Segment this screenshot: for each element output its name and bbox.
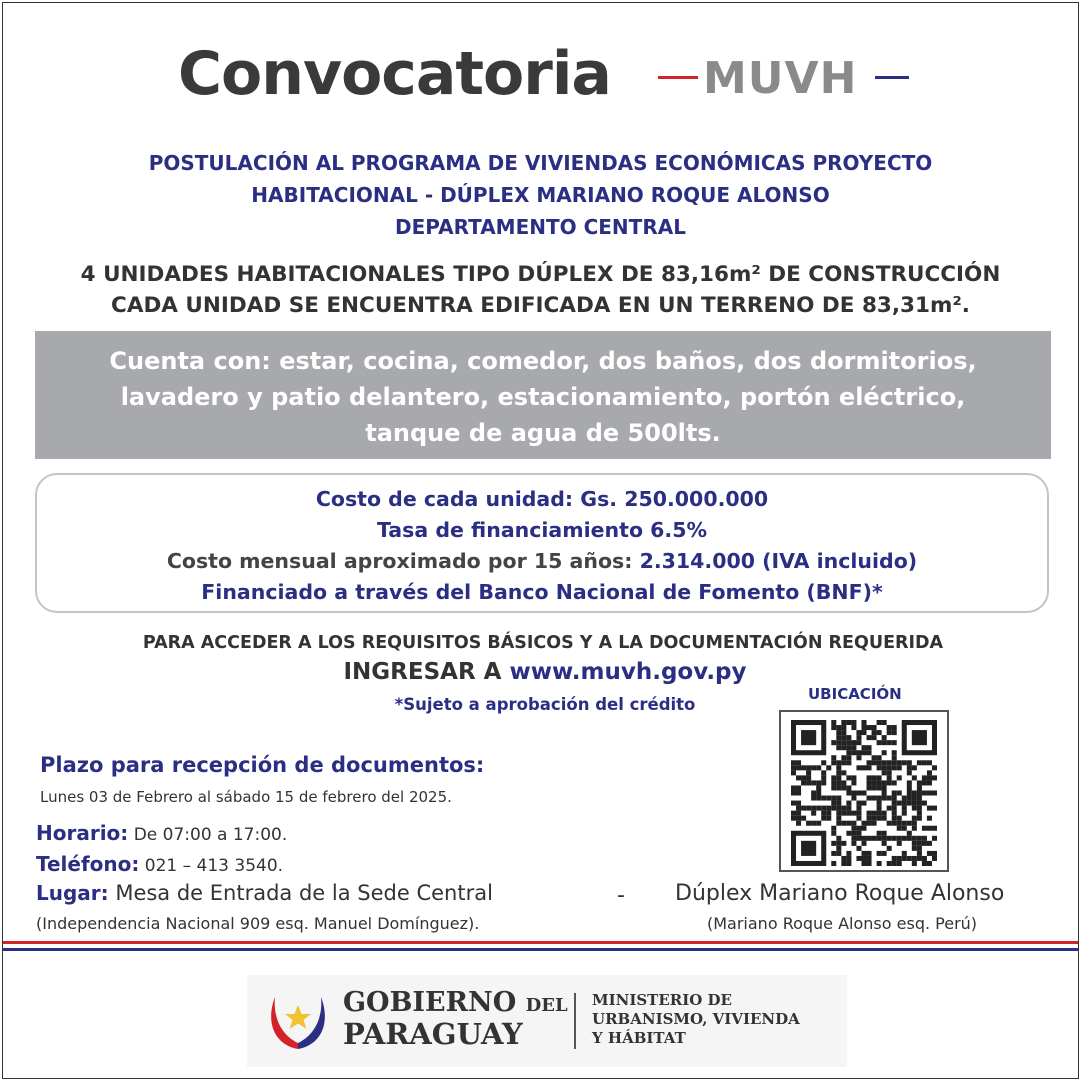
red-dash — [658, 76, 698, 79]
program-title — [3, 147, 1078, 243]
header — [3, 3, 1078, 123]
place-line — [36, 881, 493, 905]
blue-dash — [875, 76, 909, 79]
gobierno-word: GOBIERNO — [343, 987, 517, 1018]
finance-rate: Tasa de financiamiento 6.5% — [376, 518, 708, 542]
qr-icon — [791, 720, 937, 866]
place-value: Mesa de Entrada de la Sede Central — [108, 881, 493, 905]
monthly-cost-value: 2.314.000 (IVA incluido) — [639, 549, 918, 573]
location-label: UBICACIÓN — [808, 685, 902, 703]
phone-label: Teléfono: — [36, 852, 140, 876]
central-address: (Independencia Nacional 909 esq. Manuel Domínguez). — [36, 914, 480, 933]
duplex-address: (Mariano Roque Alonso esq. Perú) — [707, 914, 978, 933]
ministry-line-1: MINISTERIO DE — [592, 991, 732, 1009]
place-separator: - — [617, 883, 625, 908]
schedule-value: De 07:00 a 17:00. — [128, 825, 288, 845]
ministry-line-2: URBANISMO, VIVIENDA — [592, 1010, 800, 1028]
duplex-location: Dúplex Mariano Roque Alonso — [675, 881, 1005, 906]
unit-cost: Costo de cada unidad: Gs. 250.000.000 — [315, 487, 769, 511]
paraguay-emblem-icon — [261, 983, 335, 1057]
program-line-2: HABITACIONAL - DÚPLEX MARIANO ROQUE ALONSO — [251, 183, 830, 207]
units-line-1: 4 UNIDADES HABITACIONALES TIPO DÚPLEX DE 83,16m² DE CONSTRUCCIÓN — [80, 262, 1001, 287]
credit-note: *Sujeto a aprobación del crédito — [394, 695, 696, 714]
features-line-2: lavadero y patio delantero, estacionamiento, portón eléctrico, — [120, 383, 966, 411]
schedule-line — [36, 821, 287, 845]
place-label: Lugar: — [36, 881, 109, 905]
deadline-dates: Lunes 03 de Febrero al sábado 15 de febrero del 2025. — [40, 788, 452, 806]
ingresar-label: INGRESAR A — [343, 659, 510, 685]
monthly-cost-label: Costo mensual aproximado por 15 años: — [166, 549, 640, 573]
features-box — [35, 331, 1051, 459]
org-name: MUVH — [703, 53, 858, 104]
monthly-cost — [37, 546, 1047, 577]
del-word: DEL — [525, 995, 568, 1016]
units-line-2: CADA UNIDAD SE ENCUENTRA EDIFICADA EN UN TERRENO DE 83,31m². — [111, 293, 970, 318]
location-qr-code[interactable] — [779, 710, 949, 872]
schedule-label: Horario: — [36, 821, 129, 845]
program-line-3: DEPARTAMENTO CENTRAL — [395, 215, 686, 239]
deadline-title: Plazo para recepción de documentos: — [40, 753, 485, 777]
flyer — [2, 2, 1079, 1079]
ingresar-line — [3, 659, 1079, 685]
blue-stripe — [3, 948, 1078, 951]
ministry-line-3: Y HÁBITAT — [592, 1029, 686, 1047]
ministry-name — [592, 991, 800, 1048]
phone-line — [36, 852, 283, 876]
financing-note: Financiado a través del Banco Nacional de Fomento (BNF)* — [201, 580, 883, 604]
page-title: Convocatoria — [178, 39, 611, 109]
phone-value: 021 – 413 3540. — [139, 856, 284, 876]
footer-divider — [574, 993, 576, 1049]
cost-box — [35, 473, 1049, 613]
features-line-3: tanque de agua de 500lts. — [365, 419, 721, 447]
gobierno-text — [343, 987, 568, 1018]
flag-stripes — [3, 941, 1078, 955]
red-stripe — [3, 941, 1078, 944]
units-description — [3, 259, 1078, 321]
website-link[interactable]: www.muvh.gov.py — [509, 659, 747, 685]
program-line-1: POSTULACIÓN AL PROGRAMA DE VIVIENDAS ECONÓMICAS PROYECTO — [148, 151, 933, 175]
paraguay-text: PARAGUAY — [343, 1017, 523, 1051]
requirements-text: PARA ACCEDER A LOS REQUISITOS BÁSICOS Y A LA DOCUMENTACIÓN REQUERIDA — [142, 633, 944, 653]
features-line-1: Cuenta con: estar, cocina, comedor, dos baños, dos dormitorios, — [109, 347, 977, 375]
